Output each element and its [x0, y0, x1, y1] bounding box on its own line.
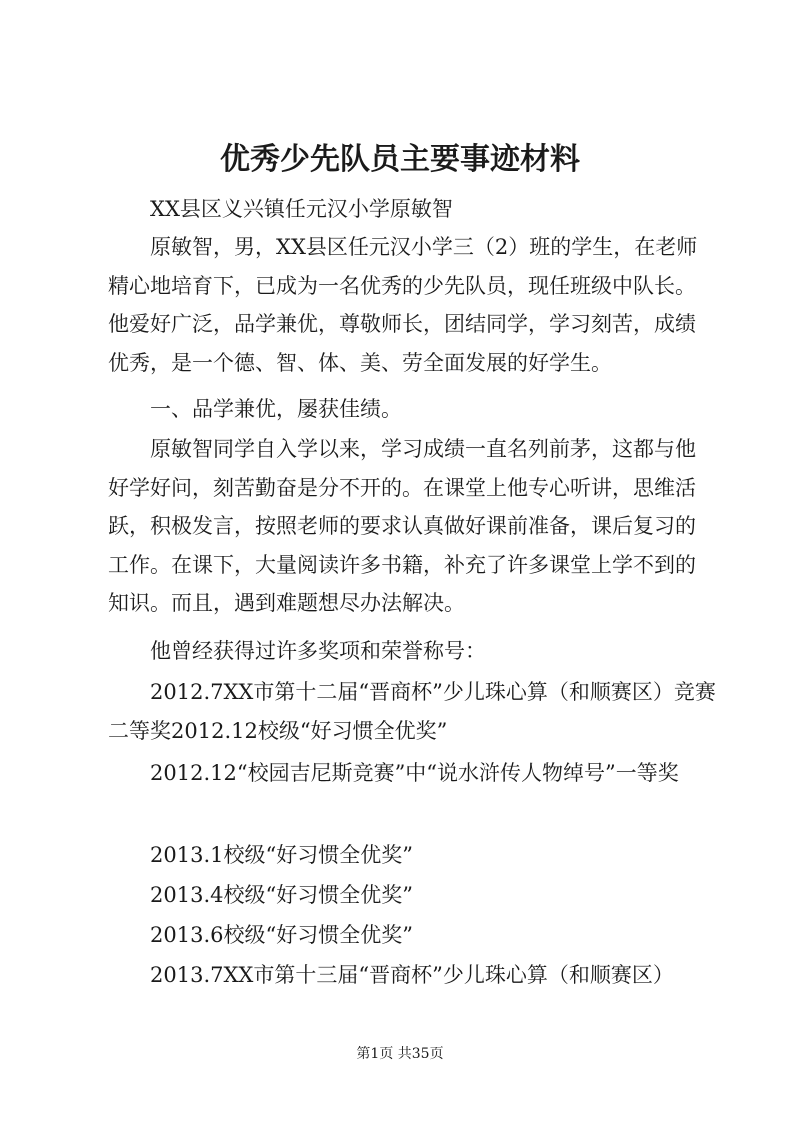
- awards-intro: 他曾经获得过许多奖项和荣誉称号：: [150, 639, 486, 663]
- award-item: 2013.6校级“好习惯全优奖”: [150, 923, 413, 947]
- award-item: 2012.7XX市第十二届“晋商杯”少儿珠心算（和顺赛区）竞赛二等奖2012.12校级“好习惯全优奖”: [108, 680, 716, 743]
- section-heading: 一、品学兼优，屡获佳绩。: [150, 397, 402, 421]
- award-item: 2013.1校级“好习惯全优奖”: [150, 843, 413, 867]
- page-number: 第1页 共35页: [356, 1046, 444, 1062]
- page-title: 优秀少先队员主要事迹材料: [220, 142, 580, 177]
- paragraph-study: 原敏智同学自入学以来，学习成绩一直名列前茅，这都与他好学好问，刻苦勤奋是分不开的。在课堂上他专心听讲，思维活跃，积极发言，按照老师的要求认真做好课前准备，课后复习的工作。在课下，大量阅读许多书籍，补充了许多课堂上学不到的知识。而且，遇到难题想尽办法解决。: [108, 437, 696, 616]
- author-line: XX县区义兴镇任元汉小学原敏智: [150, 197, 453, 221]
- award-item: 2012.12“校园吉尼斯竞赛”中“说水浒传人物绰号”一等奖: [150, 761, 679, 785]
- award-item: 2013.4校级“好习惯全优奖”: [150, 883, 413, 907]
- paragraph-intro: 原敏智，男，XX县区任元汉小学三（2）班的学生，在老师精心地培育下，已成为一名优秀的少先队员，现任班级中队长。他爱好广泛，品学兼优，尊敬师长，团结同学，学习刻苦，成绩优秀，是一个德、智、体、美、劳全面发展的好学生。: [108, 235, 698, 375]
- award-item: 2013.7XX市第十三届“晋商杯”少儿珠心算（和顺赛区）: [150, 963, 674, 987]
